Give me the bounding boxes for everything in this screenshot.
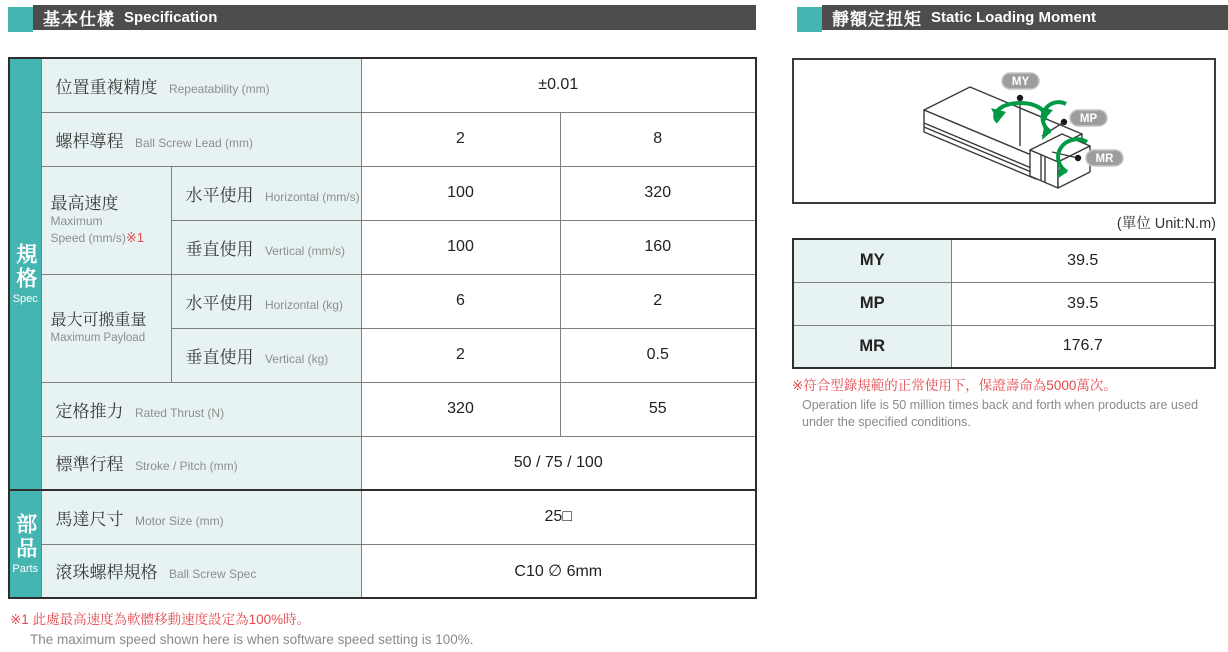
sidebar-spec-en: Spec (12, 293, 38, 305)
footnote-mark-1: ※1 (125, 229, 144, 245)
specification-section (8, 5, 756, 649)
specification-title-en: Specification (124, 9, 218, 26)
max-payload-group-label: 最大可搬重量 Maximum Payload (41, 274, 171, 382)
mr-axis-badge (1086, 150, 1123, 166)
ball-screw-spec-value: C10 ∅ 6mm (361, 544, 756, 598)
operation-life-note-en: Operation life is 50 million times back and forth when products are used under the specified conditions. (802, 397, 1199, 429)
sidebar-spec-zh: 規格 (13, 243, 37, 291)
svg-text:MY: MY (1011, 76, 1030, 88)
sidebar-parts (9, 490, 41, 598)
moment-mr-value: 176.7 (951, 325, 1215, 368)
stroke-value: 50 / 75 / 100 (361, 436, 756, 490)
operation-life-note (792, 377, 1228, 431)
max-payload-horizontal-value-1: 6 (361, 274, 560, 328)
svg-text:MR: MR (1095, 153, 1114, 165)
moment-my-label: MY (793, 239, 951, 282)
moment-mp-value: 39.5 (951, 282, 1215, 325)
svg-text:MP: MP (1079, 113, 1098, 125)
static-loading-moment-section (792, 5, 1228, 431)
moment-my-value: 39.5 (951, 239, 1215, 282)
section-marker-icon (797, 7, 822, 32)
rated-thrust-value-2: 55 (560, 382, 756, 436)
sidebar-parts-en: Parts (12, 563, 39, 575)
max-speed-vertical-label: 垂直使用 Vertical (mm/s) (171, 220, 361, 274)
moment-row-mr (793, 325, 1215, 368)
spec-row-repeatability (9, 58, 756, 112)
actuator-isometric-diagram (794, 60, 1214, 202)
speed-footnote-zh: ※1 此處最高速度為軟體移動速度設定為100%時。 (10, 612, 311, 627)
specification-header-bar (33, 5, 756, 30)
max-payload-vertical-value-2: 0.5 (560, 328, 756, 382)
repeatability-value: ±0.01 (361, 58, 756, 112)
moment-header (797, 5, 1228, 30)
max-speed-group-label: 最高速度 Maximum Speed (mm/s)※1 (41, 166, 171, 274)
my-axis-badge (1002, 73, 1039, 89)
mp-axis-badge (1070, 110, 1107, 126)
speed-footnote (8, 610, 756, 649)
ball-screw-lead-value-1: 2 (361, 112, 560, 166)
stroke-label: 標準行程 Stroke / Pitch (mm) (41, 436, 361, 490)
specification-header (8, 5, 756, 30)
motor-size-label: 馬達尺寸 Motor Size (mm) (41, 490, 361, 544)
max-payload-vertical-value-1: 2 (361, 328, 560, 382)
sidebar-parts-zh: 部品 (13, 513, 37, 561)
spec-row-rated-thrust (9, 382, 756, 436)
max-payload-vertical-label: 垂直使用 Vertical (kg) (171, 328, 361, 382)
spec-row-max-speed-horizontal (9, 166, 756, 220)
moment-row-mp (793, 282, 1215, 325)
moment-mr-label: MR (793, 325, 951, 368)
specification-title-zh: 基本仕樣 (43, 10, 115, 29)
spec-row-max-payload-horizontal (9, 274, 756, 328)
spec-row-stroke (9, 436, 756, 490)
ball-screw-lead-value-2: 8 (560, 112, 756, 166)
speed-footnote-en: The maximum speed shown here is when software speed setting is 100%. (30, 631, 474, 647)
moment-row-my (793, 239, 1215, 282)
spec-row-motor-size (9, 490, 756, 544)
moment-table (792, 238, 1216, 369)
moment-title-zh: 靜額定扭矩 (832, 10, 922, 29)
ball-screw-lead-label: 螺桿導程 Ball Screw Lead (mm) (41, 112, 361, 166)
moment-header-bar (822, 5, 1228, 30)
moment-mp-label: MP (793, 282, 951, 325)
max-payload-horizontal-label: 水平使用 Horizontal (kg) (171, 274, 361, 328)
moment-title-en: Static Loading Moment (931, 9, 1096, 26)
repeatability-label: 位置重複精度 Repeatability (mm) (41, 58, 361, 112)
spec-row-ball-screw-spec (9, 544, 756, 598)
max-speed-horizontal-value-2: 320 (560, 166, 756, 220)
specification-table (8, 57, 757, 599)
section-marker-icon (8, 7, 33, 32)
moment-diagram-box (792, 58, 1216, 204)
max-speed-horizontal-value-1: 100 (361, 166, 560, 220)
operation-life-note-zh: ※符合型錄規範的正常使用下，保證壽命為5000萬次。 (792, 378, 1117, 393)
motor-size-value: 25□ (361, 490, 756, 544)
max-speed-vertical-value-2: 160 (560, 220, 756, 274)
max-speed-vertical-value-1: 100 (361, 220, 560, 274)
max-payload-horizontal-value-2: 2 (560, 274, 756, 328)
rated-thrust-label: 定格推力 Rated Thrust (N) (41, 382, 361, 436)
max-speed-horizontal-label: 水平使用 Horizontal (mm/s) (171, 166, 361, 220)
ball-screw-spec-label: 滾珠螺桿規格 Ball Screw Spec (41, 544, 361, 598)
sidebar-spec (9, 58, 41, 490)
rated-thrust-value-1: 320 (361, 382, 560, 436)
unit-label: (單位 Unit:N.m) (1116, 216, 1216, 232)
spec-row-ball-screw-lead (9, 112, 756, 166)
